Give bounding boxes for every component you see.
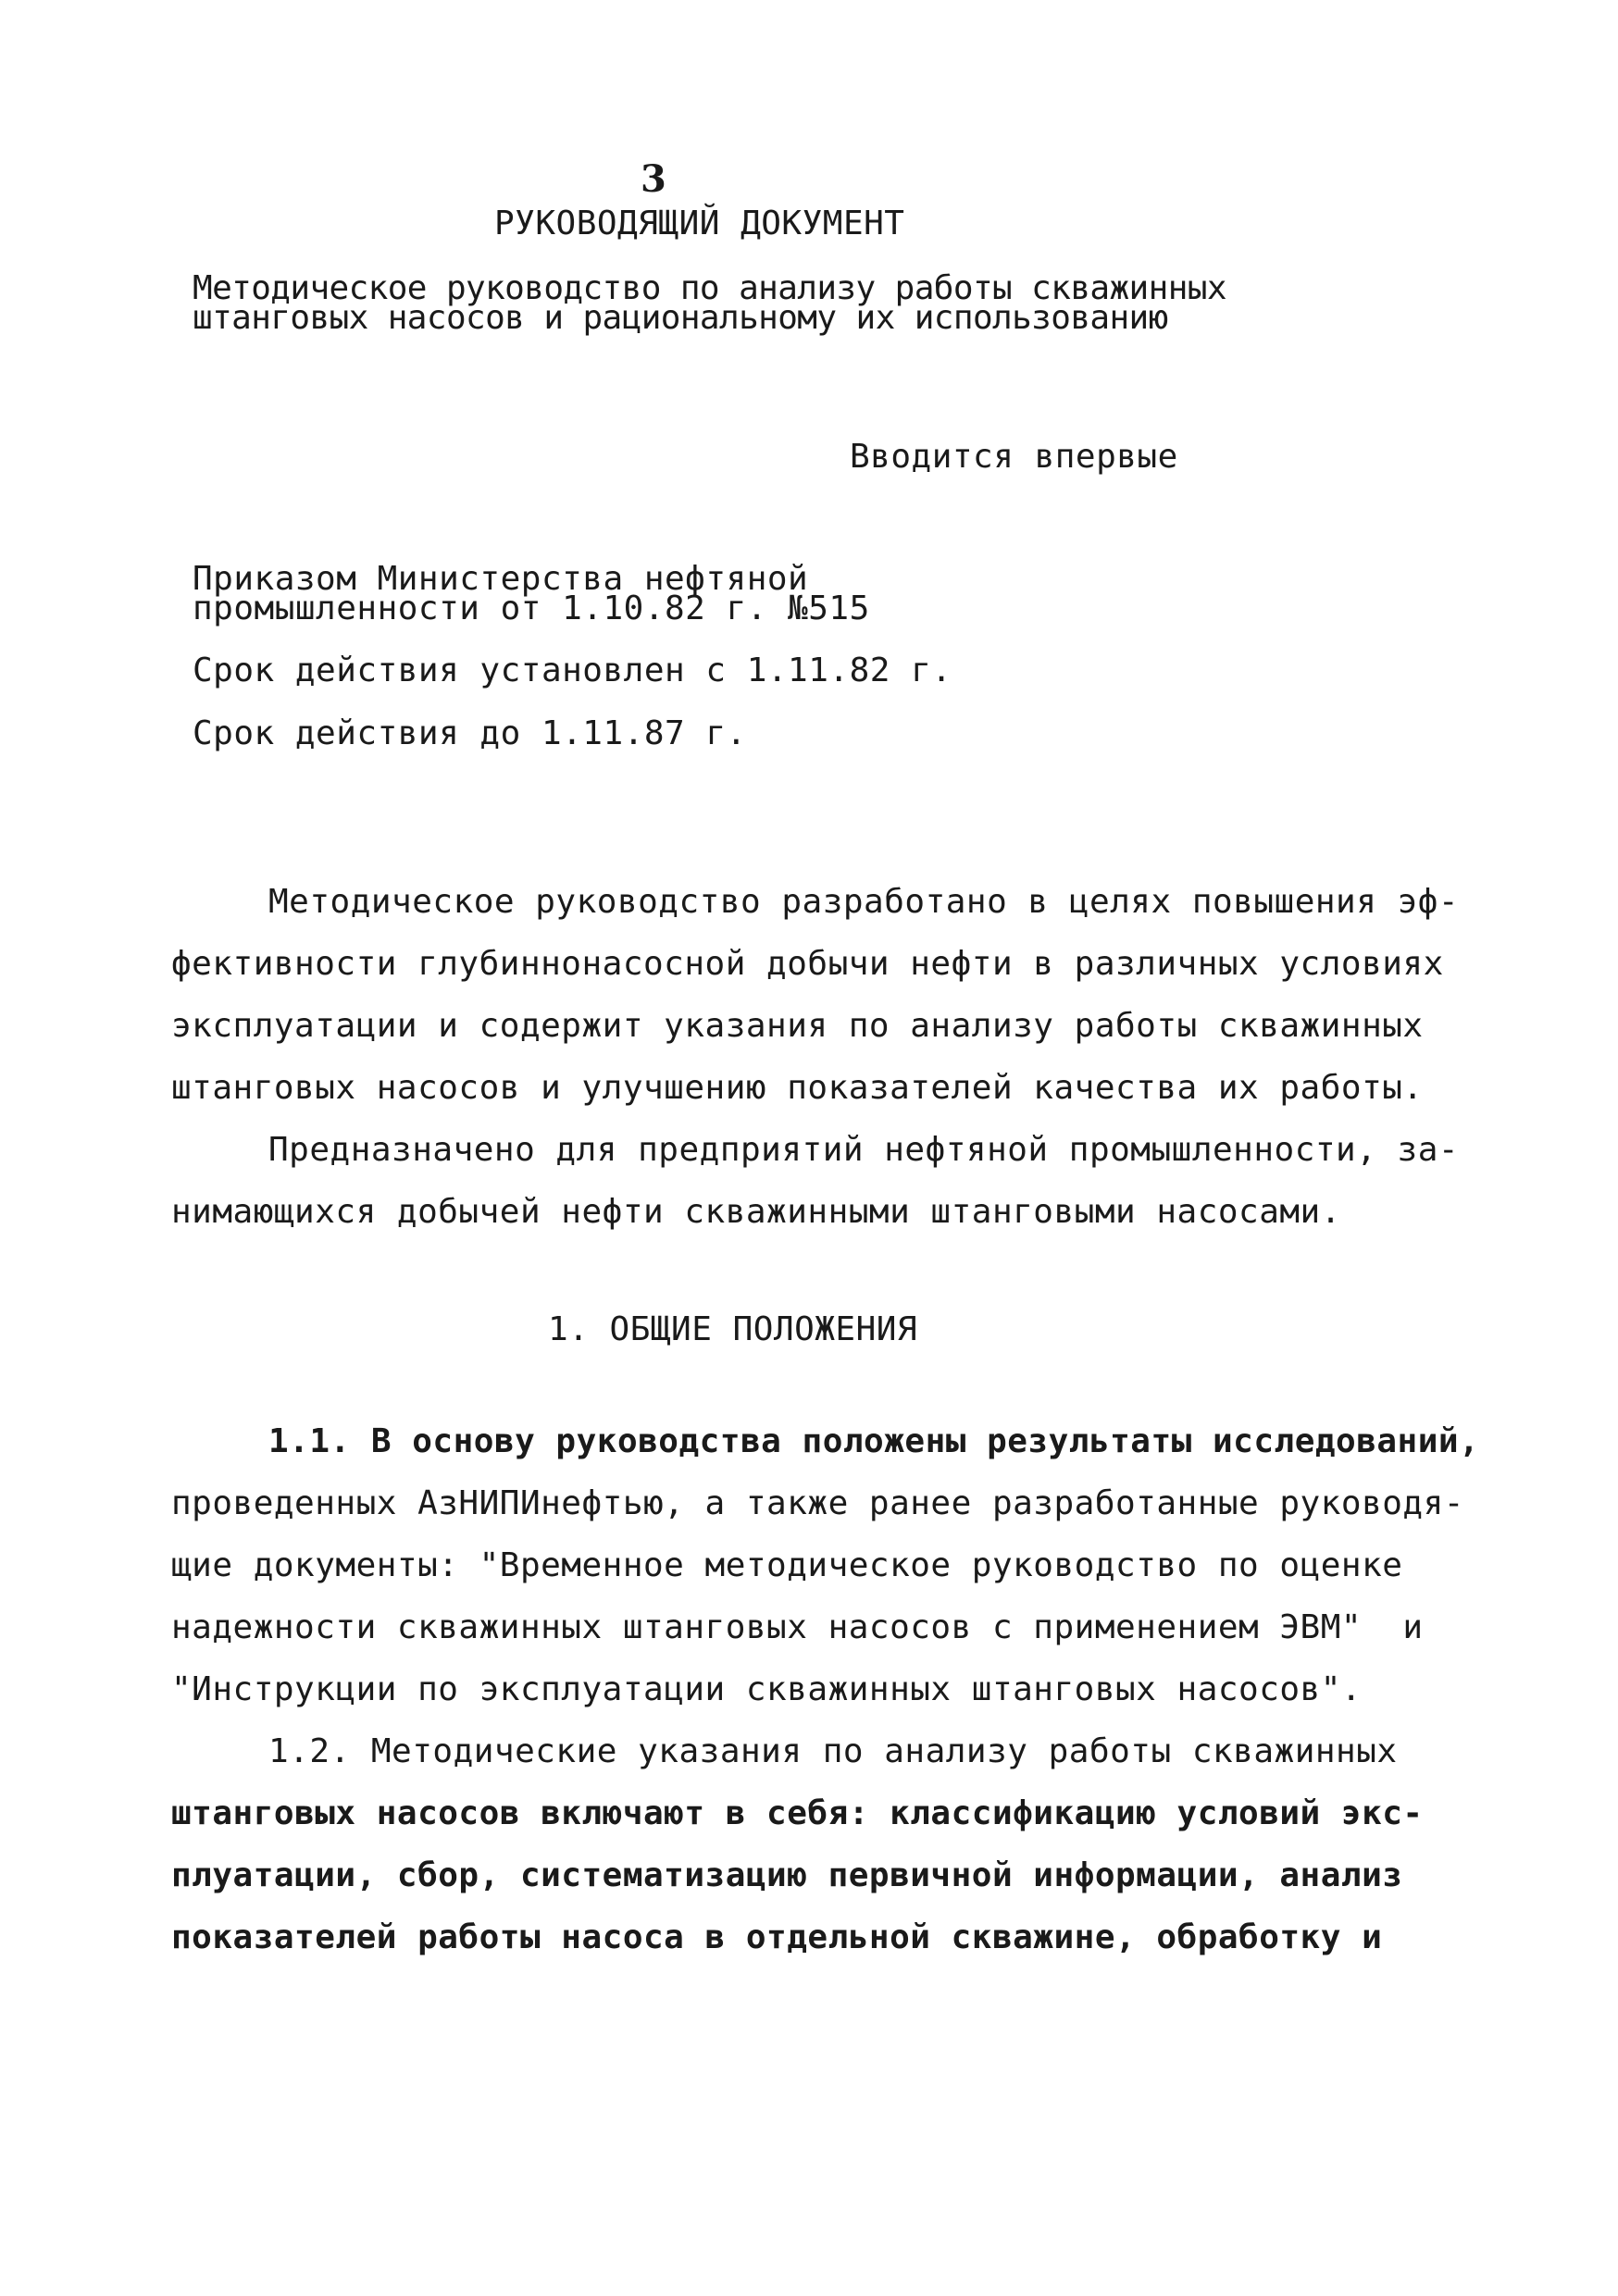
section-1-1-line: щие документы: "Временное методическое руководство по оценке xyxy=(171,1546,1403,1584)
intro-paragraph-line: фективности глубиннонасосной добычи нефти в различных условиях xyxy=(171,945,1444,983)
section-1-1-line: надежности скважинных штанговых насосов с применением ЭВМ" и xyxy=(171,1608,1424,1646)
document-title-line-1: Методическое руководство по анализу работы скважинных xyxy=(193,269,1226,307)
introduced-note: Вводится впервые xyxy=(850,438,1178,476)
intro-paragraph-line: Предназначено для предприятий нефтяной промышленности, за- xyxy=(268,1131,1460,1169)
intro-paragraph-line: Методическое руководство разработано в целях повышения эф- xyxy=(268,883,1460,921)
document-title-line-2: штанговых насосов и рациональному их использованию xyxy=(193,299,1168,337)
section-1-1-line: "Инструкции по эксплуатации скважинных штанговых насосов". xyxy=(171,1670,1363,1708)
section-1-1-line: 1.1. В основу руководства положены результаты исследований, xyxy=(268,1422,1480,1460)
order-line-2: промышленности от 1.10.82 г. №515 xyxy=(193,590,870,627)
intro-paragraph-line: штанговых насосов и улучшению показателей качества их работы. xyxy=(171,1069,1424,1107)
document-type-heading: РУКОВОДЯЩИЙ ДОКУМЕНТ xyxy=(494,205,905,242)
page-number: 3 xyxy=(641,157,666,201)
section-heading: 1. ОБЩИЕ ПОЛОЖЕНИЯ xyxy=(548,1310,918,1348)
section-1-1-line: проведенных АзНИПИнефтью, а также ранее разработанные руководя- xyxy=(171,1484,1464,1522)
section-1-2-line: показателей работы насоса в отдельной скважине, обработку и xyxy=(171,1918,1383,1956)
validity-end: Срок действия до 1.11.87 г. xyxy=(193,714,747,752)
order-line-1: Приказом Министерства нефтяной xyxy=(193,560,809,598)
section-1-2-line: плуатации, сбор, систематизацию первичной информации, анализ xyxy=(171,1856,1403,1894)
section-1-2-line: штанговых насосов включают в себя: классификацию условий экс- xyxy=(171,1794,1424,1832)
intro-paragraph-line: эксплуатации и содержит указания по анализу работы скважинных xyxy=(171,1007,1424,1045)
section-1-2-line: 1.2. Методические указания по анализу работы скважинных xyxy=(268,1732,1398,1770)
validity-start: Срок действия установлен с 1.11.82 г. xyxy=(193,652,952,689)
intro-paragraph-line: нимающихся добычей нефти скважинными штанговыми насосами. xyxy=(171,1193,1341,1231)
